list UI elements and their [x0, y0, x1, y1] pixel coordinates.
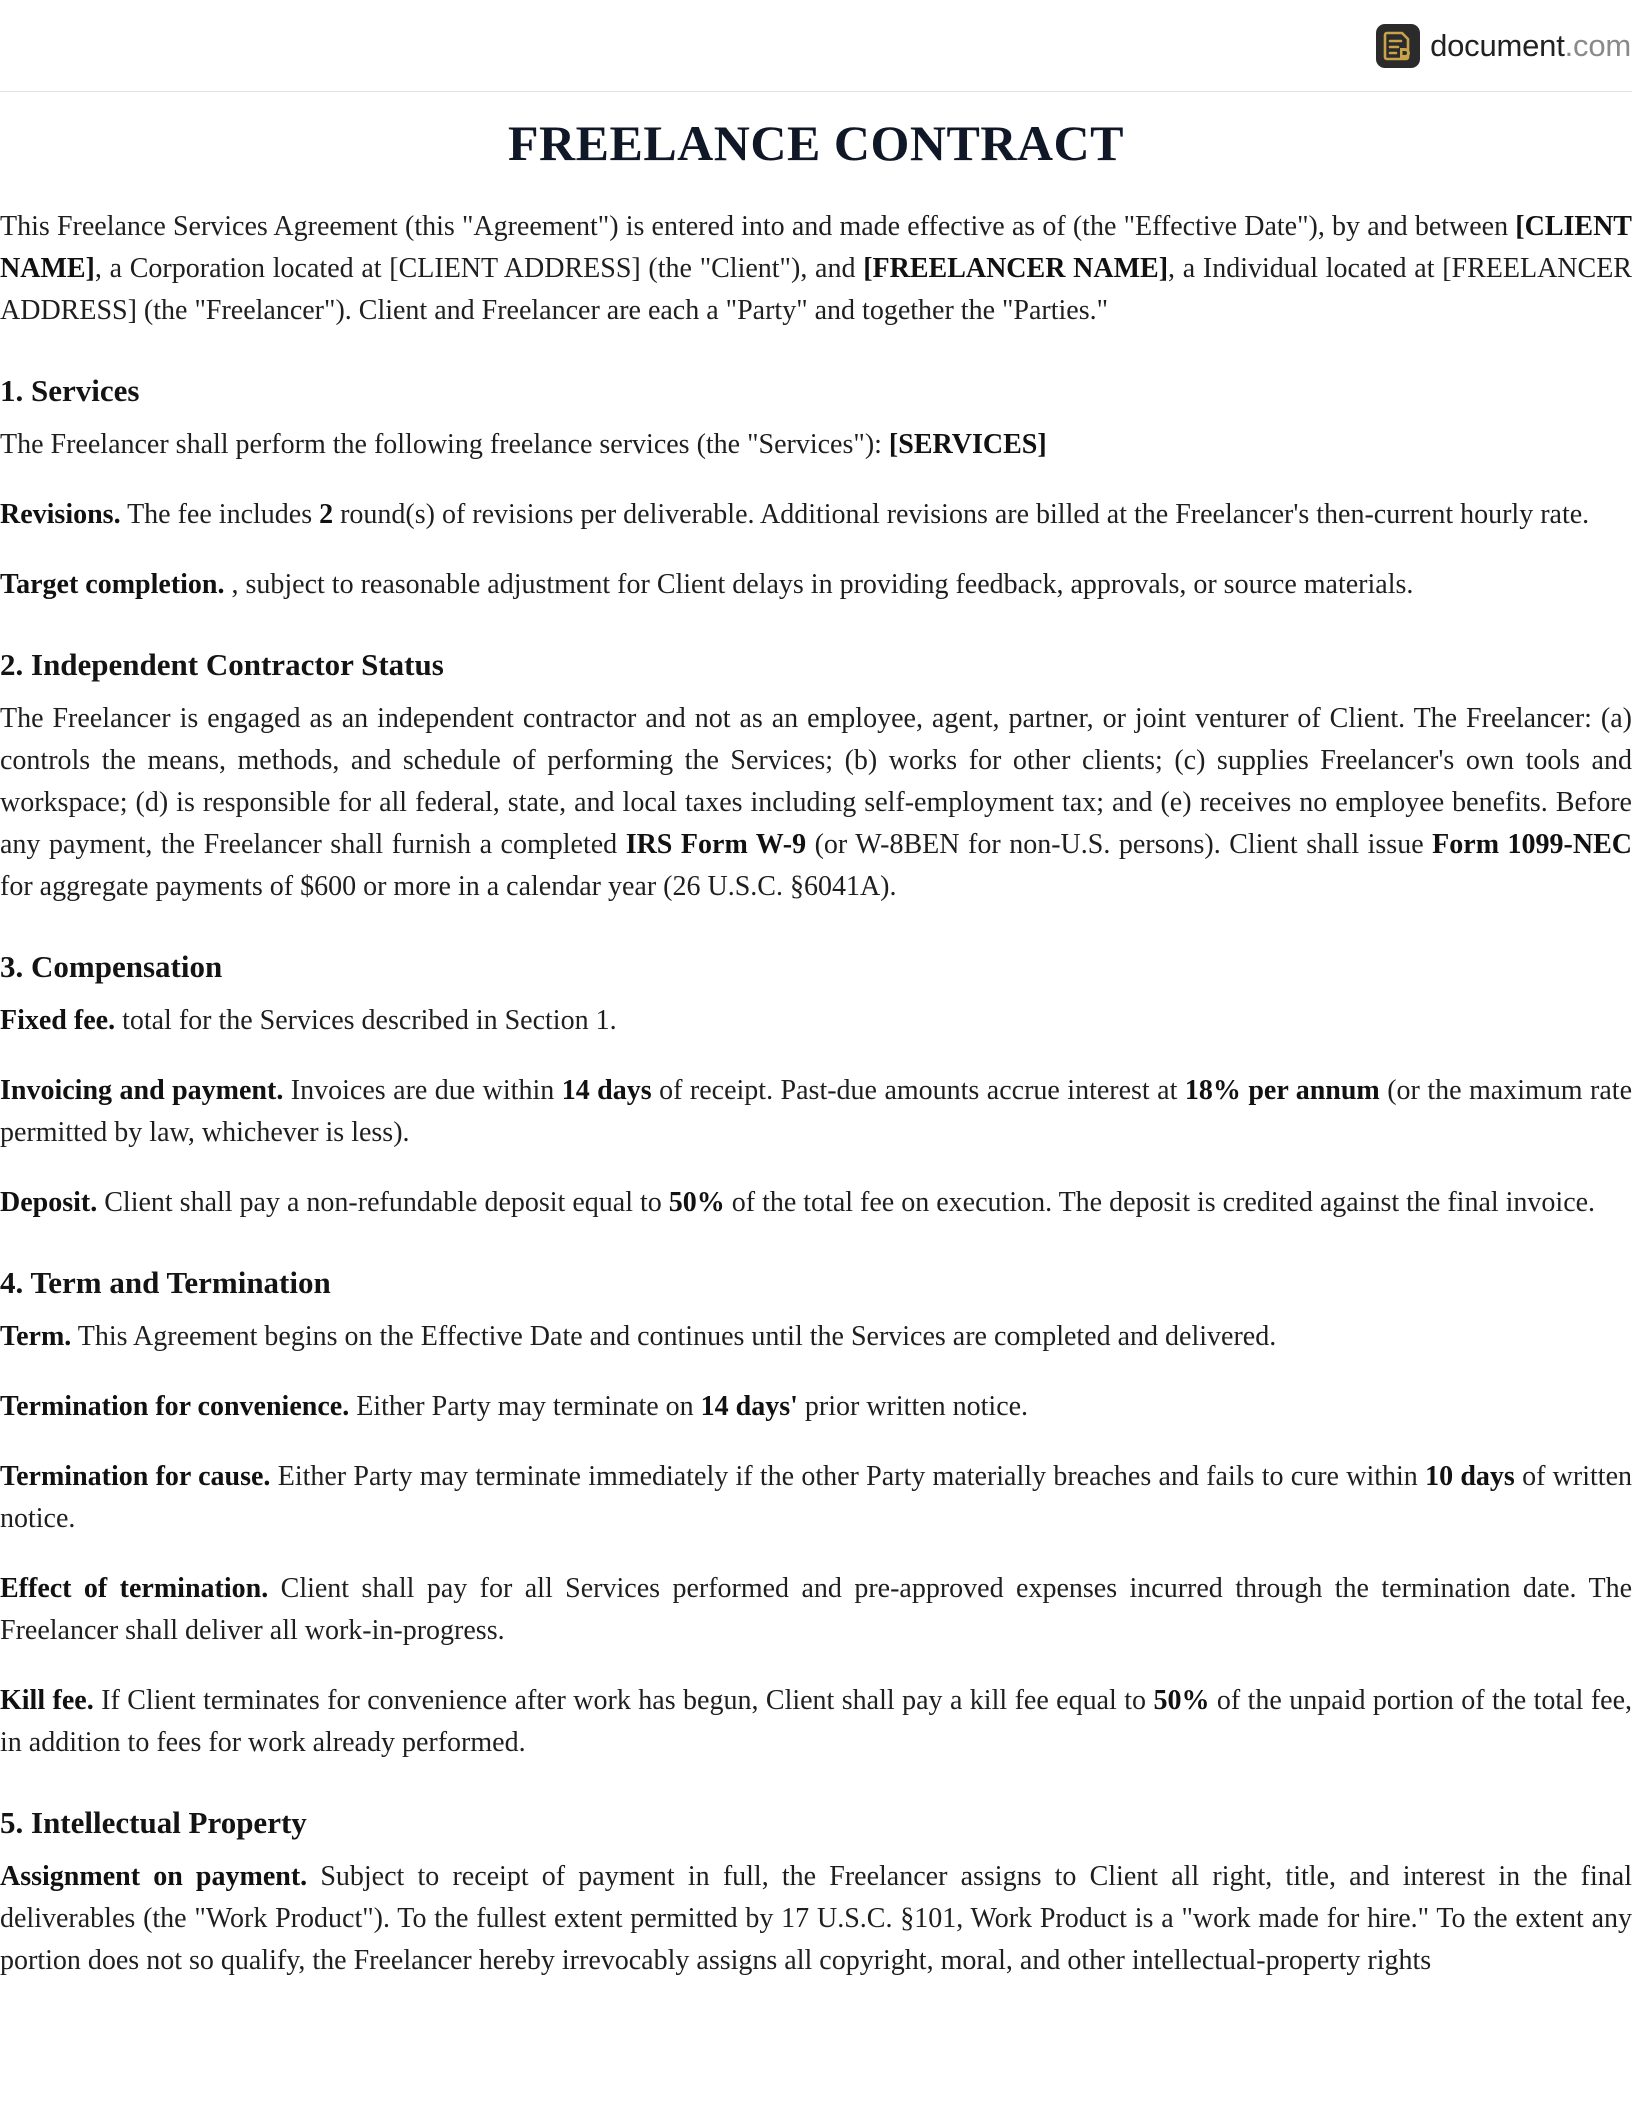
revision-count: 2: [319, 499, 334, 530]
page-header: [0, 0, 1632, 92]
kill-fee-paragraph: [0, 1680, 1632, 1764]
clause-text: Subject to receipt of payment in full, the Freelancer assigns to Client all right, title, and interest in the final deliverables (the "Work Product"). To the fullest extent permitted by 17 U.S.C. §101, Work Product is a "work made for hire." To the extent any portion does not so qualify, the Freelancer hereby irrevocably assigns all copyright, moral, and other intellectual-property rights: [0, 1861, 1632, 1976]
invoicing-paragraph: [0, 1070, 1632, 1154]
freelancer-name-placeholder: [FREELANCER NAME]: [863, 253, 1169, 284]
clause-text: Either Party may terminate immediately if the other Party materially breaches and fails to cure within: [270, 1461, 1426, 1492]
termination-convenience-paragraph: [0, 1386, 1632, 1428]
intro-text-1: This Freelance Services Agreement (this "Agreement") is entered into and made effective as of (the "Effective Date"), by and between: [0, 211, 1516, 242]
clause-label: Fixed fee.: [0, 1005, 116, 1036]
term-paragraph: [0, 1316, 1632, 1358]
assignment-paragraph: [0, 1856, 1632, 1982]
intro-paragraph: [0, 206, 1632, 332]
clause-label: Term.: [0, 1321, 72, 1352]
notice-days: 14 days': [700, 1391, 798, 1422]
clause-text: of receipt. Past-due amounts accrue interest at: [651, 1075, 1185, 1106]
clause-label: Target completion.: [0, 569, 225, 600]
document-logo-icon: [1376, 24, 1420, 68]
fixed-fee-paragraph: [0, 1000, 1632, 1042]
section-independent-contractor: [0, 644, 1632, 908]
deposit-percent: 50%: [668, 1187, 725, 1218]
clause-label: Assignment on payment.: [0, 1861, 308, 1892]
clause-text: This Agreement begins on the Effective Date and continues until the Services are completed and delivered.: [71, 1321, 1277, 1352]
clause-label: Deposit.: [0, 1187, 98, 1218]
clause-label: Effect of termination.: [0, 1573, 269, 1604]
section-term-termination: [0, 1262, 1632, 1764]
clause-label: Kill fee.: [0, 1685, 94, 1716]
intro-text-3: , a Individual located at [FREELANCER ADDRESS] (the "Freelancer"). Client and Freelancer are each a "Party" and together the "Parties.": [0, 253, 1632, 326]
document-body: [0, 92, 1632, 1982]
form-w9-label: IRS Form W-9: [625, 829, 807, 860]
clause-text: total for the Services described in Section 1.: [115, 1005, 617, 1036]
cure-days: 10 days: [1425, 1461, 1515, 1492]
clause-text: round(s) of revisions per deliverable. Additional revisions are billed at the Freelancer's then-current hourly rate.: [333, 499, 1590, 530]
clause-text: of written notice.: [0, 1461, 1632, 1534]
clause-text: Invoices are due within: [283, 1075, 562, 1106]
clause-text: prior written notice.: [797, 1391, 1029, 1422]
form-1099-label: Form 1099-NEC: [1432, 829, 1632, 860]
clause-label: Termination for convenience.: [0, 1391, 350, 1422]
intro-text-2: , a Corporation located at [CLIENT ADDRESS] (the "Client"), and: [94, 253, 864, 284]
effect-of-termination-paragraph: [0, 1568, 1632, 1652]
brand-tld: .com: [1564, 28, 1631, 63]
brand-logo[interactable]: [1376, 24, 1631, 68]
clause-label: Termination for cause.: [0, 1461, 271, 1492]
document-title: FREELANCE CONTRACT: [507, 115, 1124, 171]
clause-text: , subject to reasonable adjustment for Client delays in providing feedback, approvals, or source materials.: [224, 569, 1414, 600]
interest-rate: 18% per annum: [1184, 1075, 1380, 1106]
services-placeholder: [SERVICES]: [888, 429, 1047, 460]
revisions-paragraph: [0, 494, 1632, 536]
clause-text: Either Party may terminate on: [349, 1391, 701, 1422]
clause-text: The fee includes: [120, 499, 320, 530]
termination-cause-paragraph: [0, 1456, 1632, 1540]
clause-label: Invoicing and payment.: [0, 1075, 284, 1106]
section-intellectual-property: [0, 1802, 1632, 1982]
deposit-paragraph: [0, 1182, 1632, 1224]
clause-text: Client shall pay for all Services performed and pre-approved expenses incurred through the termination date. The Freelancer shall deliver all work-in-progress.: [0, 1573, 1632, 1646]
clause-text: The Freelancer is engaged as an independent contractor and not as an employee, agent, partner, or joint venturer of Client. The Freelancer: (a) controls the means, methods, and schedule of performing the Services; (b) works for other clients; (c) supplies Freelancer's own tools and workspace; (d) is responsible for all federal, state, and local taxes including self-employment tax; and (e) receives no employee benefits. Before any payment, the Freelancer shall furnish a completed: [0, 703, 1632, 860]
clause-text: (or the maximum rate permitted by law, whichever is less).: [0, 1075, 1632, 1148]
section-heading: 4. Term and Termination: [0, 1265, 331, 1300]
kill-fee-percent: 50%: [1153, 1685, 1210, 1716]
section-heading: 1. Services: [0, 373, 140, 408]
clause-text: for aggregate payments of $600 or more in a calendar year (26 U.S.C. §6041A).: [0, 871, 897, 902]
services-paragraph: [0, 424, 1632, 466]
section-heading: 5. Intellectual Property: [0, 1805, 307, 1840]
clause-text: of the unpaid portion of the total fee, in addition to fees for work already performed.: [0, 1685, 1632, 1758]
section-heading: 3. Compensation: [0, 949, 223, 984]
section-compensation: [0, 946, 1632, 1224]
section-heading: 2. Independent Contractor Status: [0, 647, 444, 682]
section-services: [0, 370, 1632, 606]
brand-name: document: [1430, 28, 1565, 63]
target-completion-paragraph: [0, 564, 1632, 606]
clause-text: Client shall pay a non-refundable deposit equal to: [97, 1187, 669, 1218]
clause-text: (or W-8BEN for non-U.S. persons). Client shall issue: [806, 829, 1433, 860]
clause-text: of the total fee on execution. The deposit is credited against the final invoice.: [724, 1187, 1596, 1218]
services-text: The Freelancer shall perform the following freelance services (the "Services"):: [0, 429, 889, 460]
contractor-status-paragraph: [0, 698, 1632, 908]
clause-text: If Client terminates for convenience after work has begun, Client shall pay a kill fee equal to: [93, 1685, 1154, 1716]
brand-wordmark: [1430, 24, 1631, 68]
payment-days: 14 days: [561, 1075, 652, 1106]
clause-label: Revisions.: [0, 499, 121, 530]
client-name-placeholder: [CLIENT NAME]: [0, 211, 1632, 284]
